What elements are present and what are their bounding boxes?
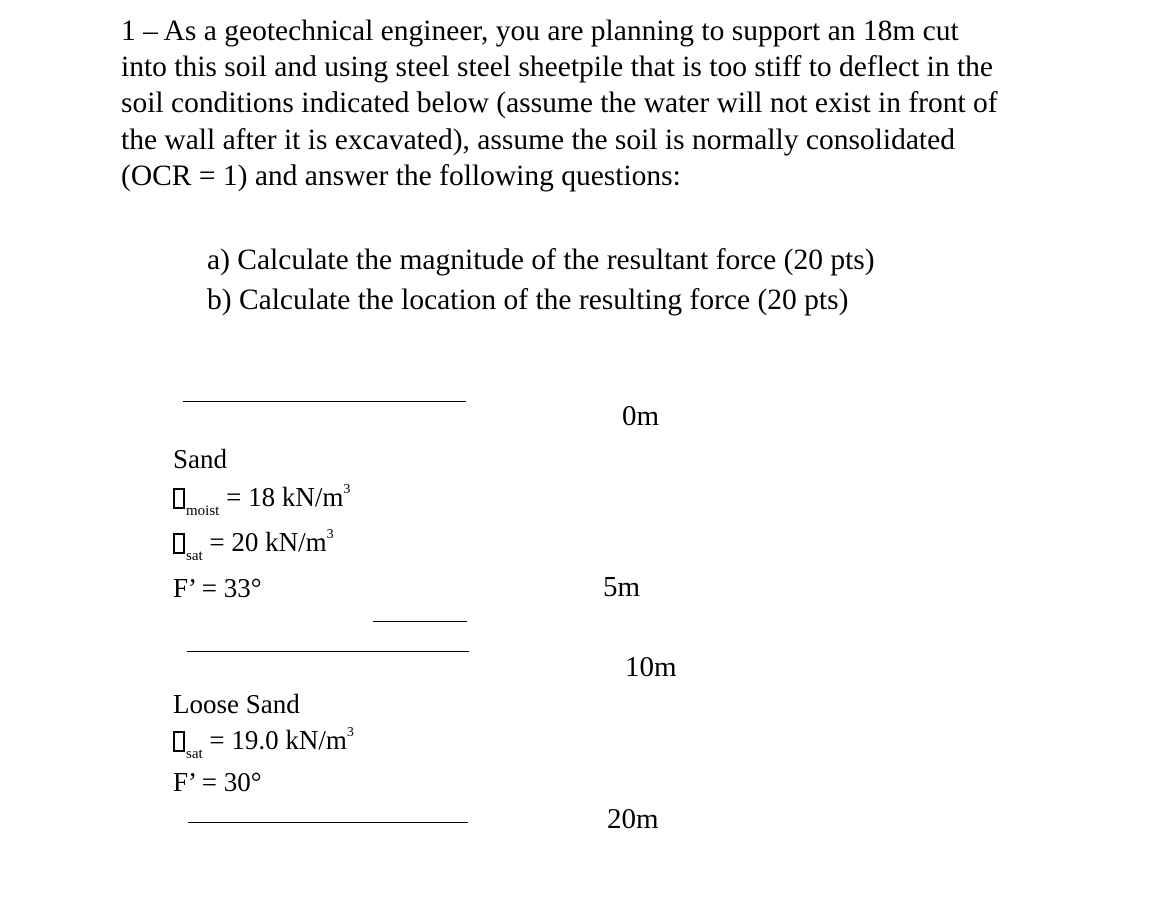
subscript: moist [186, 503, 220, 519]
question-b: b) Calculate the location of the resulting force (20 pts) [207, 284, 849, 316]
layer1-friction-angle: F’ = 33° [173, 573, 262, 603]
gamma-symbol-icon [173, 533, 185, 554]
intro-line: into this soil and using steel steel sheetpile that is too stiff to deflect in the [121, 51, 994, 84]
value: = 20 kN/m [202, 527, 327, 557]
subscript: sat [186, 548, 203, 564]
intro-line: the wall after it is excavated), assume the soil is normally consolidated [121, 123, 955, 156]
value: = 18 kN/m [219, 482, 344, 512]
depth-label-0m: 0m [622, 400, 660, 432]
superscript: 3 [346, 725, 354, 740]
gamma-symbol-icon [173, 731, 185, 752]
layer2-friction-angle: F’ = 30° [173, 767, 262, 797]
depth-label-10m: 10m [625, 651, 677, 683]
depth-label-5m: 5m [603, 571, 641, 603]
layer2-name: Loose Sand [173, 689, 300, 719]
ground-surface-line [183, 401, 466, 402]
question-list [207, 240, 875, 320]
intro-line: (OCR = 1) and answer the following questions: [121, 159, 681, 192]
bottom-boundary-line [188, 822, 468, 823]
water-table-line [373, 621, 467, 622]
intro-line: 1 – As a geotechnical engineer, you are planning to support an 18m cut [121, 15, 959, 47]
layer1-moist-unit-weight [173, 482, 351, 519]
gamma-symbol-icon [173, 488, 185, 509]
depth-label-20m: 20m [607, 803, 659, 835]
superscript: 3 [343, 482, 351, 497]
value: = 19.0 kN/m [202, 725, 347, 755]
layer2-sat-unit-weight [173, 725, 354, 762]
subscript: sat [186, 746, 203, 762]
problem-statement [121, 13, 1121, 194]
question-a: a) Calculate the magnitude of the resultant force (20 pts) [207, 244, 875, 276]
intro-line: soil conditions indicated below (assume the water will not exist in front of [121, 87, 998, 120]
layer1-name: Sand [173, 444, 227, 474]
layer1-sat-unit-weight [173, 527, 334, 564]
superscript: 3 [326, 527, 334, 542]
layer-boundary-line [187, 651, 469, 652]
